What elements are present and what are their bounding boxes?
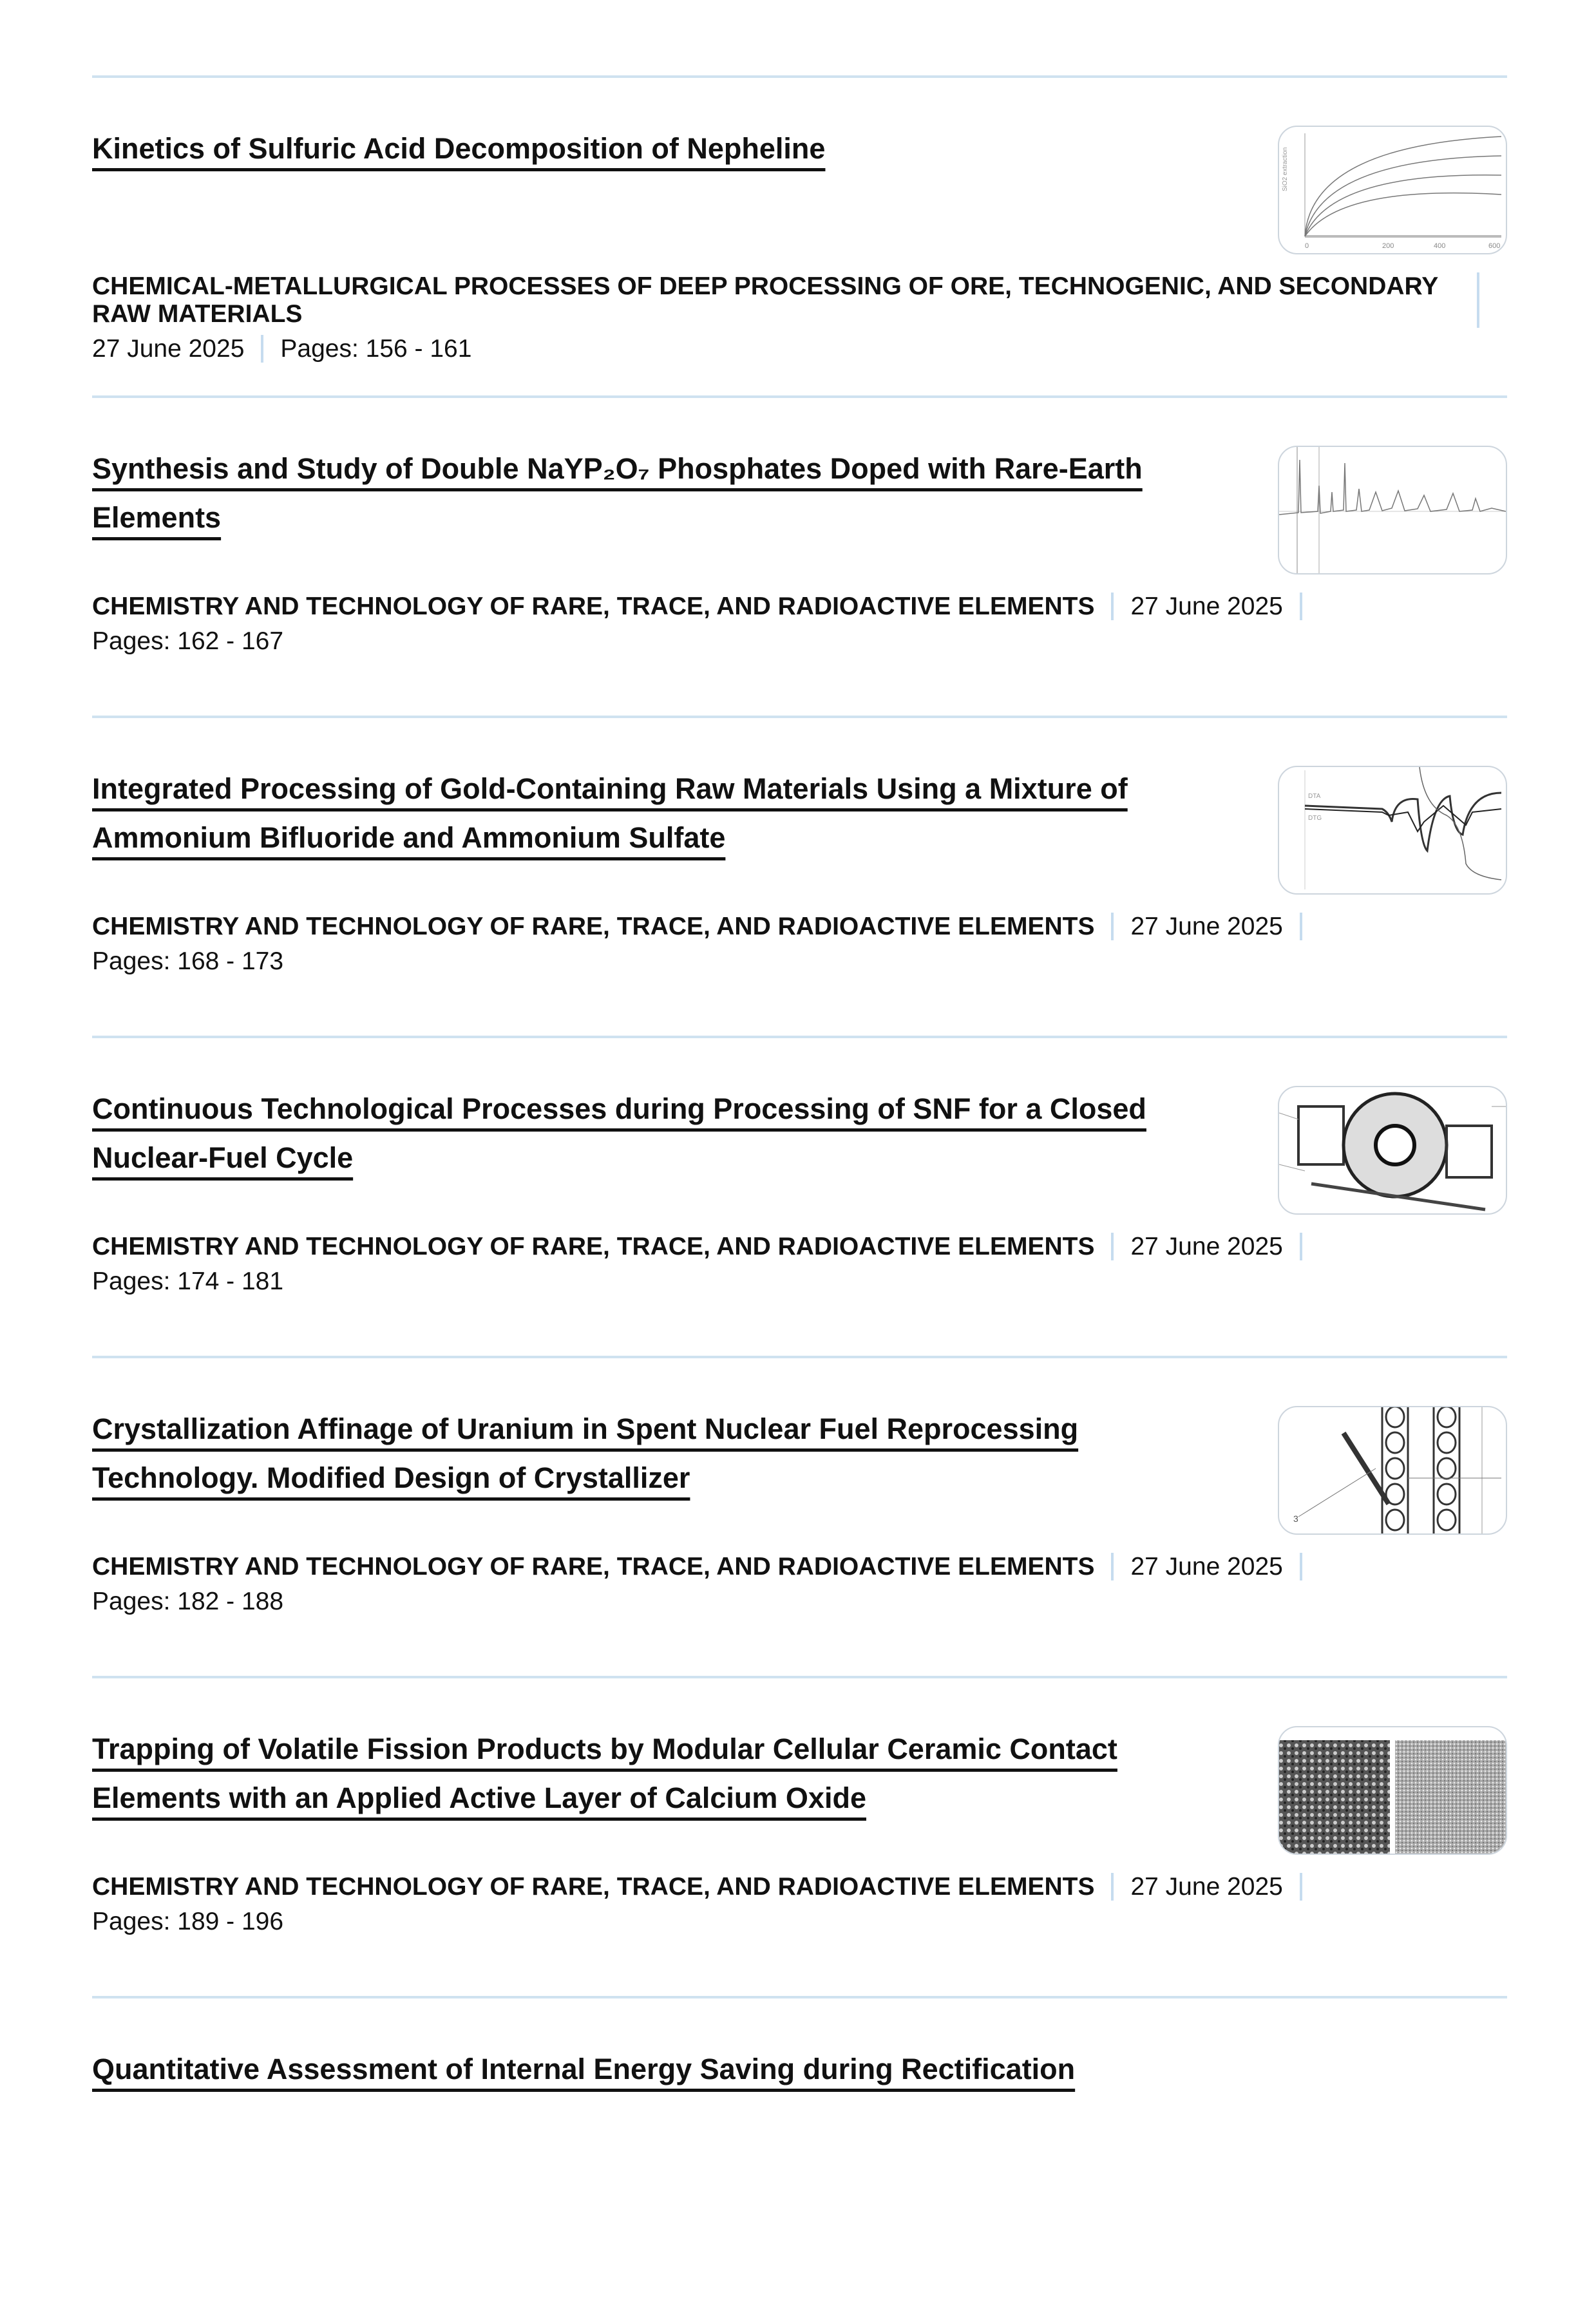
article-thumbnail[interactable]	[1278, 1406, 1507, 1535]
svg-text:3: 3	[1293, 1514, 1298, 1524]
journal-section: CHEMISTRY AND TECHNOLOGY OF RARE, TRACE, AND RADIOACTIVE ELEMENTS	[92, 1873, 1114, 1901]
publication-date: 27 June 2025	[1130, 593, 1302, 620]
article-title	[92, 2045, 1251, 2094]
publication-date: 27 June 2025	[1130, 1873, 1302, 1901]
article-title-link[interactable]: Continuous Technological Processes during Processing of SNF for a Closed Nuclear-Fuel Cycle	[92, 1092, 1146, 1174]
svg-text:DTG: DTG	[1308, 815, 1322, 822]
article-title-link[interactable]: Synthesis and Study of Double NaYP₂O₇ Phosphates Doped with Rare-Earth Elements	[92, 452, 1143, 534]
article-item	[92, 75, 1507, 395]
journal-section: CHEMISTRY AND TECHNOLOGY OF RARE, TRACE, AND RADIOACTIVE ELEMENTS	[92, 593, 1114, 620]
publication-date: 27 June 2025	[1130, 1233, 1302, 1260]
article-meta	[92, 1873, 1496, 1935]
page-range: Pages: 174 - 181	[92, 1267, 284, 1295]
article-title-link[interactable]: Crystallization Affinage of Uranium in Spent Nuclear Fuel Reprocessing Technology. Modified Design of Crystallizer	[92, 1412, 1079, 1494]
journal-section: CHEMISTRY AND TECHNOLOGY OF RARE, TRACE, AND RADIOACTIVE ELEMENTS	[92, 1233, 1114, 1260]
article-thumbnail[interactable]	[1278, 446, 1507, 574]
article-thumbnail[interactable]	[1278, 1086, 1507, 1215]
page-range: Pages: 168 - 173	[92, 947, 284, 975]
article-item	[92, 1996, 1507, 2316]
page-range: Pages: 189 - 196	[92, 1908, 284, 1935]
journal-section: CHEMISTRY AND TECHNOLOGY OF RARE, TRACE, AND RADIOACTIVE ELEMENTS	[92, 913, 1114, 940]
journal-section: CHEMISTRY AND TECHNOLOGY OF RARE, TRACE, AND RADIOACTIVE ELEMENTS	[92, 1553, 1114, 1580]
article-title-link[interactable]: Kinetics of Sulfuric Acid Decomposition of Nepheline	[92, 132, 826, 165]
article-title-link[interactable]: Quantitative Assessment of Internal Energy Saving during Rectification	[92, 2053, 1076, 2085]
article-title	[92, 1725, 1251, 1823]
svg-text:200: 200	[1382, 242, 1394, 250]
article-thumbnail[interactable]	[1278, 1726, 1507, 1855]
article-title-link[interactable]: Trapping of Volatile Fission Products by Modular Cellular Ceramic Contact Elements with an Applied Active Layer of Calcium Oxide	[92, 1732, 1117, 1814]
page-range: Pages: 156 - 161	[280, 335, 472, 363]
article-title	[92, 1085, 1251, 1182]
publication-date: 27 June 2025	[1130, 1553, 1302, 1580]
article-list	[92, 75, 1507, 2316]
page-range: Pages: 182 - 188	[92, 1588, 284, 1615]
article-meta	[92, 272, 1496, 363]
article-title	[92, 124, 1251, 173]
journal-section: CHEMICAL-METALLURGICAL PROCESSES OF DEEP PROCESSING OF ORE, TECHNOGENIC, AND SECONDARY RAW MATERIALS	[92, 272, 1479, 328]
article-title	[92, 764, 1251, 862]
article-thumbnail[interactable]	[1278, 766, 1507, 895]
svg-text:DTA: DTA	[1308, 793, 1321, 800]
article-meta	[92, 913, 1496, 975]
page-range: Pages: 162 - 167	[92, 627, 284, 655]
article-title-link[interactable]: Integrated Processing of Gold-Containing Raw Materials Using a Mixture of Ammonium Bifluoride and Ammonium Sulfate	[92, 772, 1128, 854]
article-meta	[92, 1553, 1496, 1615]
article-thumbnail[interactable]	[1278, 126, 1507, 254]
svg-text:600: 600	[1488, 242, 1501, 250]
article-item	[92, 1356, 1507, 1676]
article-item	[92, 395, 1507, 716]
article-item	[92, 716, 1507, 1036]
article-title	[92, 1405, 1251, 1503]
svg-text:400: 400	[1434, 242, 1446, 250]
article-title	[92, 444, 1251, 542]
article-meta	[92, 593, 1496, 655]
article-item	[92, 1036, 1507, 1356]
article-item	[92, 1676, 1507, 1996]
svg-text:0: 0	[1305, 242, 1309, 250]
svg-text:SiO2 extraction: SiO2 extraction	[1282, 147, 1289, 191]
publication-date: 27 June 2025	[1130, 913, 1302, 940]
article-meta	[92, 1233, 1496, 1295]
publication-date: 27 June 2025	[92, 335, 263, 363]
